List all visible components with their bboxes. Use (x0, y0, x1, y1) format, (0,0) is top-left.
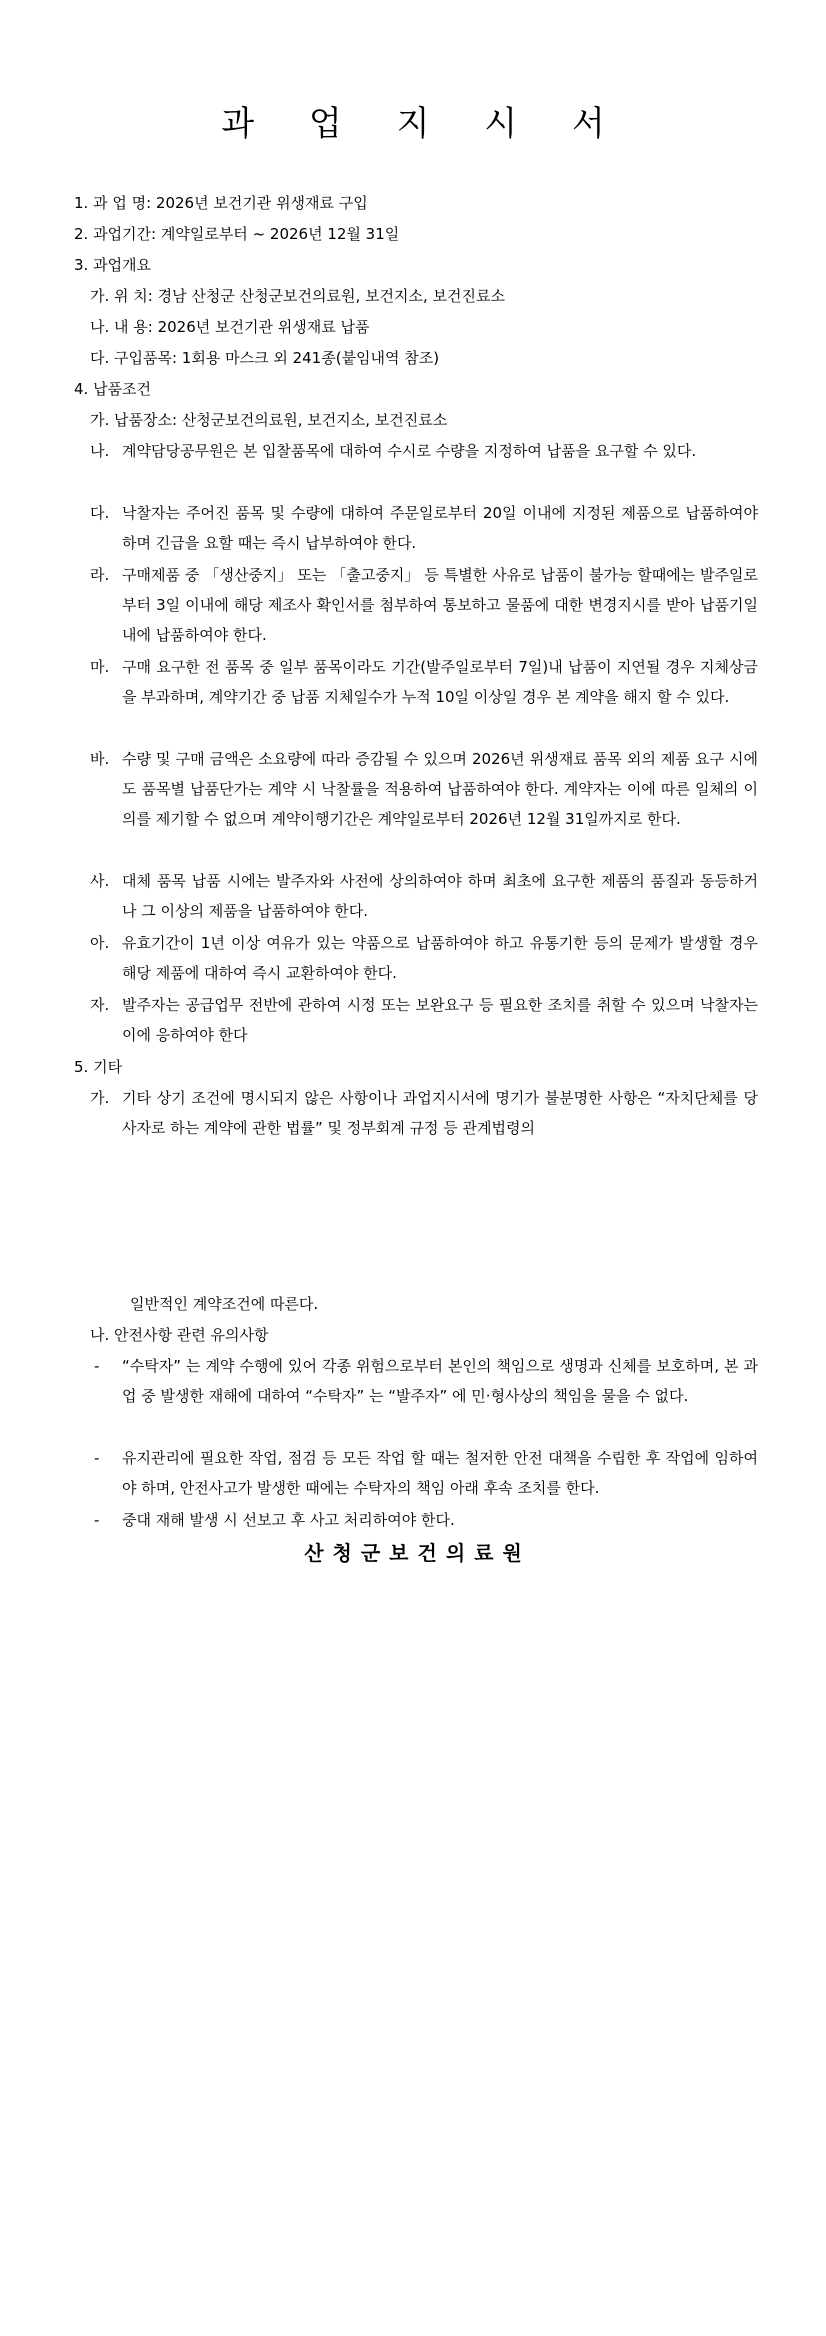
delivery-heading: 4. 납품조건 (74, 380, 152, 398)
overview-content: 나. 내 용: 2026년 보건기관 위생재료 납품 (90, 318, 370, 336)
safety-note-text: 유지관리에 필요한 작업, 점검 등 모든 작업 할 때는 철저한 안전 대책을 수립한 후 작업에 임하여야 하며, 안전사고가 발생한 때에는 수탁자의 책임 아래 후속 조치를 한다. (122, 1449, 758, 1497)
delivery-condition-sa (90, 866, 758, 926)
overview-location: 가. 위 치: 경남 산청군 산청군보건의료원, 보건지소, 보건진료소 (90, 287, 505, 305)
safety-heading: 나. 안전사항 관련 유의사항 (90, 1326, 269, 1344)
delivery-condition-ba (90, 744, 758, 834)
condition-marker: 자. (90, 996, 110, 1014)
condition-text: 유효기간이 1년 이상 여유가 있는 약품으로 납품하여야 하고 유통기한 등의 문제가 발생할 경우 해당 제품에 대하여 즉시 교환하여야 한다. (122, 934, 758, 982)
document-title: 과 업 지 시 서 (221, 104, 627, 144)
condition-marker: 바. (90, 750, 110, 768)
condition-marker: 아. (90, 934, 110, 952)
condition-text: 구매 요구한 전 품목 중 일부 품목이라도 기간(발주일로부터 7일)내 납품이 지연될 경우 지체상금을 부과하며, 계약기간 중 납품 지체일수가 누적 10일 이상일 경우 본 계약을 해지 할 수 있다. (122, 658, 758, 706)
delivery-condition-na (90, 436, 758, 466)
other-heading: 5. 기타 (74, 1058, 123, 1076)
safety-note-3 (94, 1505, 758, 1535)
bullet-dash: - (94, 1357, 100, 1375)
delivery-condition-ra (90, 560, 758, 650)
condition-marker: 사. (90, 872, 110, 890)
condition-text: 기타 상기 조건에 명시되지 않은 사항이나 과업지시서에 명기가 불분명한 사항은 “자치단체를 당사자로 하는 계약에 관한 법률” 및 정부회계 규정 등 관계법령의 (122, 1089, 758, 1137)
condition-text: 수량 및 구매 금액은 소요량에 따라 증감될 수 있으며 2026년 위생재료 품목 외의 제품 요구 시에도 품목별 납품단가는 계약 시 낙찰률을 적용하여 납품하여야 한다. 계약자는 이에 따른 일체의 이의를 제기할 수 없으며 계약이행기간은 계약일로부터 2026년 12월 31일까지로 한다. (122, 750, 758, 828)
condition-text: 발주자는 공급업무 전반에 관하여 시정 또는 보완요구 등 필요한 조치를 취할 수 있으며 낙찰자는 이에 응하여야 한다 (122, 996, 758, 1044)
condition-marker: 라. (90, 566, 110, 584)
task-period-line: 2. 과업기간: 계약일로부터 ~ 2026년 12월 31일 (74, 225, 400, 243)
condition-marker: 마. (90, 658, 110, 676)
safety-note-text: 중대 재해 발생 시 선보고 후 사고 처리하여야 한다. (122, 1511, 455, 1529)
overview-heading: 3. 과업개요 (74, 256, 152, 274)
safety-note-1 (94, 1351, 758, 1411)
task-name-line: 1. 과 업 명: 2026년 보건기관 위생재료 구입 (74, 194, 368, 212)
condition-text: 낙찰자는 주어진 품목 및 수량에 대하여 주문일로부터 20일 이내에 지정된 제품으로 납품하여야 하며 긴급을 요할 때는 즉시 납부하여야 한다. (122, 504, 758, 552)
condition-marker: 나. (90, 442, 110, 460)
condition-marker: 다. (90, 504, 110, 522)
delivery-condition-da (90, 498, 758, 558)
delivery-condition-ja (90, 990, 758, 1050)
delivery-condition-a (90, 928, 758, 988)
safety-note-2 (94, 1443, 758, 1503)
condition-text: 대체 품목 납품 시에는 발주자와 사전에 상의하여야 하며 최초에 요구한 제품의 품질과 동등하거나 그 이상의 제품을 납품하여야 한다. (122, 872, 758, 920)
condition-text: 계약담당공무원은 본 입찰품목에 대하여 수시로 수량을 지정하여 납품을 요구할 수 있다. (122, 442, 697, 460)
issuer-name: 산청군보건의료원 (304, 1541, 531, 1565)
bullet-dash: - (94, 1449, 100, 1467)
delivery-place: 가. 납품장소: 산청군보건의료원, 보건지소, 보건진료소 (90, 411, 448, 429)
other-condition-continuation: 일반적인 계약조건에 따른다. (130, 1295, 319, 1313)
condition-marker: 가. (90, 1089, 110, 1107)
bullet-dash: - (94, 1511, 100, 1529)
safety-note-text: “수탁자” 는 계약 수행에 있어 각종 위험으로부터 본인의 책임으로 생명과 신체를 보호하며, 본 과업 중 발생한 재해에 대하여 “수탁자” 는 “발주자” 에 민·형사상의 책임을 물을 수 없다. (122, 1357, 758, 1405)
other-condition-ga (90, 1083, 758, 1143)
condition-text: 구매제품 중 「생산중지」 또는 「출고중지」 등 특별한 사유로 납품이 불가능 할때에는 발주일로부터 3일 이내에 해당 제조사 확인서를 첨부하여 통보하고 물품에 대한 변경지시를 받아 납품기일 내에 납품하여야 한다. (122, 566, 758, 644)
delivery-condition-ma (90, 652, 758, 712)
overview-items: 다. 구입품목: 1회용 마스크 외 241종(붙임내역 참조) (90, 349, 440, 367)
